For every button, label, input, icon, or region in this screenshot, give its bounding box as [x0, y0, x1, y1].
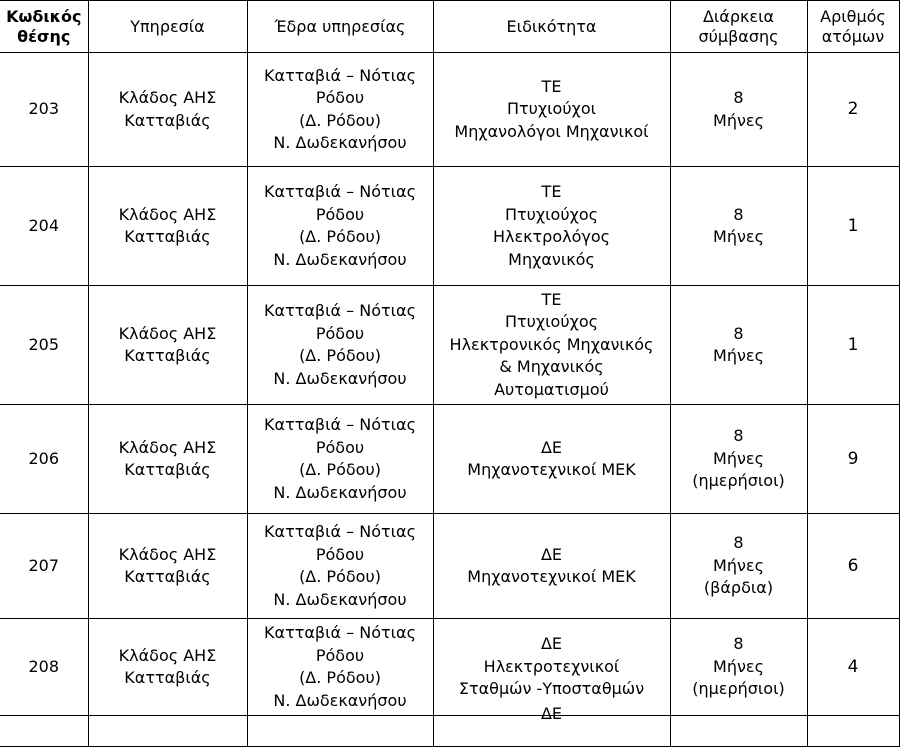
- cell-specialty: ΔΕ Μηχανοτεχνικοί ΜΕΚ: [433, 405, 670, 514]
- header-service: Υπηρεσία: [88, 1, 247, 53]
- table-row: [0, 167, 899, 286]
- cell-specialty: ΤΕ Πτυχιούχος Ηλεκτρονικός Μηχανικός & Μηχανικός Αυτοματισμού: [433, 286, 670, 405]
- cell-duration: 8 Μήνες (ημερήσιοι): [670, 619, 807, 716]
- cell-seat: Κατταβιά – Νότιας Ρόδου (Δ. Ρόδου) Ν. Δωδεκανήσου: [247, 619, 433, 716]
- table-row: [0, 286, 899, 405]
- cell-duration: 8 Μήνες: [670, 53, 807, 167]
- cell-count: 2: [807, 53, 899, 167]
- table-body: [0, 53, 899, 747]
- cell-service: Κλάδος ΑΗΣ Κατταβιάς: [88, 167, 247, 286]
- partial-specialty: ΔΕ: [540, 704, 563, 723]
- header-duration: Διάρκεια σύμβασης: [670, 1, 807, 53]
- cell-code: 207: [0, 514, 88, 619]
- cell-service: [88, 716, 247, 747]
- table-row: [0, 514, 899, 619]
- cell-count: 4: [807, 619, 899, 716]
- cell-code: 208: [0, 619, 88, 716]
- cell-code: 206: [0, 405, 88, 514]
- cell-seat: Κατταβιά – Νότιας Ρόδου (Δ. Ρόδου) Ν. Δωδεκανήσου: [247, 286, 433, 405]
- cell-seat: Κατταβιά – Νότιας Ρόδου (Δ. Ρόδου) Ν. Δωδεκανήσου: [247, 167, 433, 286]
- cell-count: 6: [807, 514, 899, 619]
- cell-duration: 8 Μήνες: [670, 286, 807, 405]
- table-row-partial: [0, 716, 899, 747]
- cell-seat: Κατταβιά – Νότιας Ρόδου (Δ. Ρόδου) Ν. Δωδεκανήσου: [247, 53, 433, 167]
- cell-count: [807, 716, 899, 747]
- cell-service: Κλάδος ΑΗΣ Κατταβιάς: [88, 514, 247, 619]
- cell-count: 9: [807, 405, 899, 514]
- cell-code: 203: [0, 53, 88, 167]
- cell-duration: 8 Μήνες (ημερήσιοι): [670, 405, 807, 514]
- cell-duration: 8 Μήνες (βάρδια): [670, 514, 807, 619]
- header-row: [0, 1, 899, 53]
- cell-specialty: ΤΕ Πτυχιούχος Ηλεκτρολόγος Μηχανικός: [433, 167, 670, 286]
- header-specialty: Ειδικότητα: [433, 1, 670, 53]
- cell-specialty: ΤΕ Πτυχιούχοι Μηχανολόγοι Μηχανικοί: [433, 53, 670, 167]
- cell-service: Κλάδος ΑΗΣ Κατταβιάς: [88, 619, 247, 716]
- cell-service: Κλάδος ΑΗΣ Κατταβιάς: [88, 286, 247, 405]
- header-count: Αριθμός ατόμων: [807, 1, 899, 53]
- table-row: [0, 619, 899, 716]
- table-row: [0, 53, 899, 167]
- cell-duration: 8 Μήνες: [670, 167, 807, 286]
- cell-seat: Κατταβιά – Νότιας Ρόδου (Δ. Ρόδου) Ν. Δωδεκανήσου: [247, 405, 433, 514]
- cell-seat: [247, 716, 433, 747]
- cell-code: 205: [0, 286, 88, 405]
- header-code: Κωδικός θέσης: [0, 1, 88, 53]
- cell-specialty: ΔΕ Μηχανοτεχνικοί ΜΕΚ: [433, 514, 670, 619]
- cell-service: Κλάδος ΑΗΣ Κατταβιάς: [88, 53, 247, 167]
- cell-duration: [670, 716, 807, 747]
- cell-service: Κλάδος ΑΗΣ Κατταβιάς: [88, 405, 247, 514]
- cell-code: 204: [0, 167, 88, 286]
- cell-specialty: ΔΕ Ηλεκτροτεχνικοί Σταθμών -Υποσταθμών: [433, 619, 670, 716]
- cell-count: 1: [807, 167, 899, 286]
- cell-count: 1: [807, 286, 899, 405]
- cell-code: [0, 716, 88, 747]
- cell-specialty: [433, 704, 670, 747]
- cell-seat: Κατταβιά – Νότιας Ρόδου (Δ. Ρόδου) Ν. Δωδεκανήσου: [247, 514, 433, 619]
- table-row: [0, 405, 899, 514]
- table-header: [0, 1, 899, 53]
- header-seat: Έδρα υπηρεσίας: [247, 1, 433, 53]
